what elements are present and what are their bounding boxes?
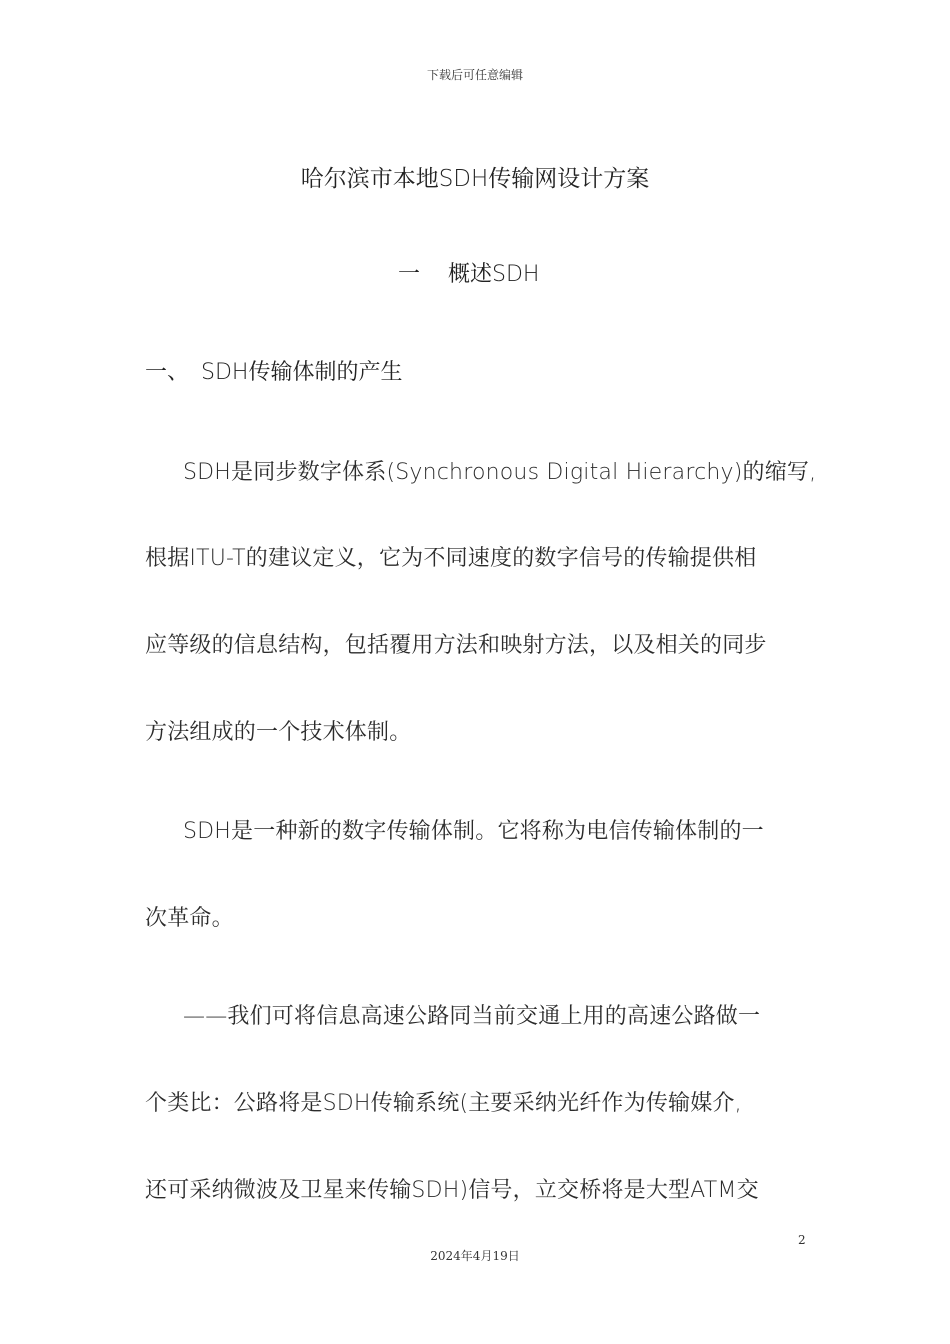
paragraph-line: 应等级的信息结构，包括覆用方法和映射方法，以及相关的同步 [145,633,767,658]
paragraph-line: SDH是同步数字体系(Synchronous Digital Hierarchy)的缩写, [183,460,817,485]
paragraph-line: 根据ITU-T的建议定义，它为不同速度的数字信号的传输提供相 [145,546,757,571]
paragraph-line: 个类比：公路将是SDH传输系统(主要采纳光纤作为传输媒介, [145,1091,742,1116]
footer-date: 2024年4月19日 [430,1249,520,1263]
subsection-title: SDH传输体制的产生 [201,360,403,385]
section-title: 一 概述SDH [398,262,540,287]
paragraph-line: 方法组成的一个技术体制。 [145,720,412,745]
document-title: 哈尔滨市本地SDH传输网设计方案 [300,166,650,192]
page-header: 下载后可任意编辑 [426,68,523,82]
subsection-number: 一、 [145,360,190,385]
paragraph-line: 还可采纳微波及卫星来传输SDH)信号，立交桥将是大型ATM交 [145,1178,759,1203]
paragraph-line: ——我们可将信息高速公路同当前交通上用的高速公路做一 [183,1004,761,1029]
paragraph-line: 次革命。 [145,906,234,931]
page-number: 2 [798,1233,806,1247]
subsection-heading [145,355,402,386]
paragraph-line: SDH是一种新的数字传输体制。它将称为电信传输体制的一 [183,819,764,844]
